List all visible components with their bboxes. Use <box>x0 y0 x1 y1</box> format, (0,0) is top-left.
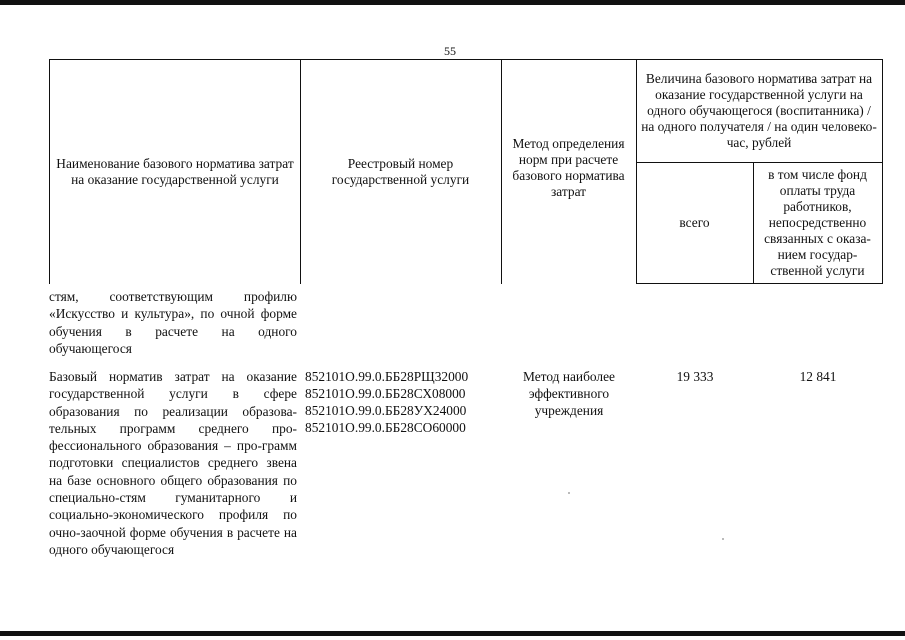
continuation-text: стям, соответствующим профилю «Искусство и культура», по очной форме обучения в расчете на одного обучающегося <box>49 289 297 356</box>
header-total-text: всего <box>679 214 710 230</box>
row-wage-fund: 12 841 <box>799 369 837 384</box>
header-wage-fund-text: в том числе фонд оплаты труда работников, непосредственно связанных с оказа-нием государ-ственной услуги <box>764 166 871 278</box>
scan-speck <box>568 492 570 494</box>
header-registry-cell <box>300 59 502 284</box>
page-number: 55 <box>444 44 456 58</box>
row-name: Базовый норматив затрат на оказание государственной услуги в сфере образования по реализации образова-тельных программ среднего про-фессионального образования – про-грамм подготовки специалистов среднего звена на базе основного общего образования по специально-стям гуманитарного и социально-экономического профиля по очно-заочной форме обучения в расчете на одного обучающегося <box>49 369 297 557</box>
scan-edge-bottom <box>0 631 905 636</box>
header-registry-text: Реестровый номер государственной услуги <box>331 156 470 187</box>
header-wage-fund-cell <box>753 162 883 284</box>
header-value-group-text: Величина базового норматива затрат на оказание государственной услуги на одного обучающегося (воспитанника) / на одного получателя / на один человеко-час, рублей <box>641 71 877 150</box>
header-total-cell <box>636 162 754 284</box>
scan-edge-top <box>0 0 905 5</box>
header-value-group-cell <box>636 59 883 163</box>
row-registry-numbers <box>305 368 501 436</box>
header-name-cell <box>49 59 301 284</box>
scan-speck <box>722 538 724 540</box>
registry-number: 852101О.99.0.ББ28УХ24000 <box>305 403 467 418</box>
registry-number: 852101О.99.0.ББ28СО60000 <box>305 420 466 435</box>
header-method-text: Метод определения норм при расчете базового норматива затрат <box>512 136 625 199</box>
row-method: Метод наиболее эффективного учреждения <box>523 369 615 418</box>
row-total: 19 333 <box>676 369 714 384</box>
header-method-cell <box>501 59 637 284</box>
header-name-text: Наименование базового норматива затрат на оказание государственной услуги <box>56 156 294 187</box>
registry-number: 852101О.99.0.ББ28РЩ32000 <box>305 369 469 384</box>
registry-number: 852101О.99.0.ББ28СХ08000 <box>305 386 466 401</box>
